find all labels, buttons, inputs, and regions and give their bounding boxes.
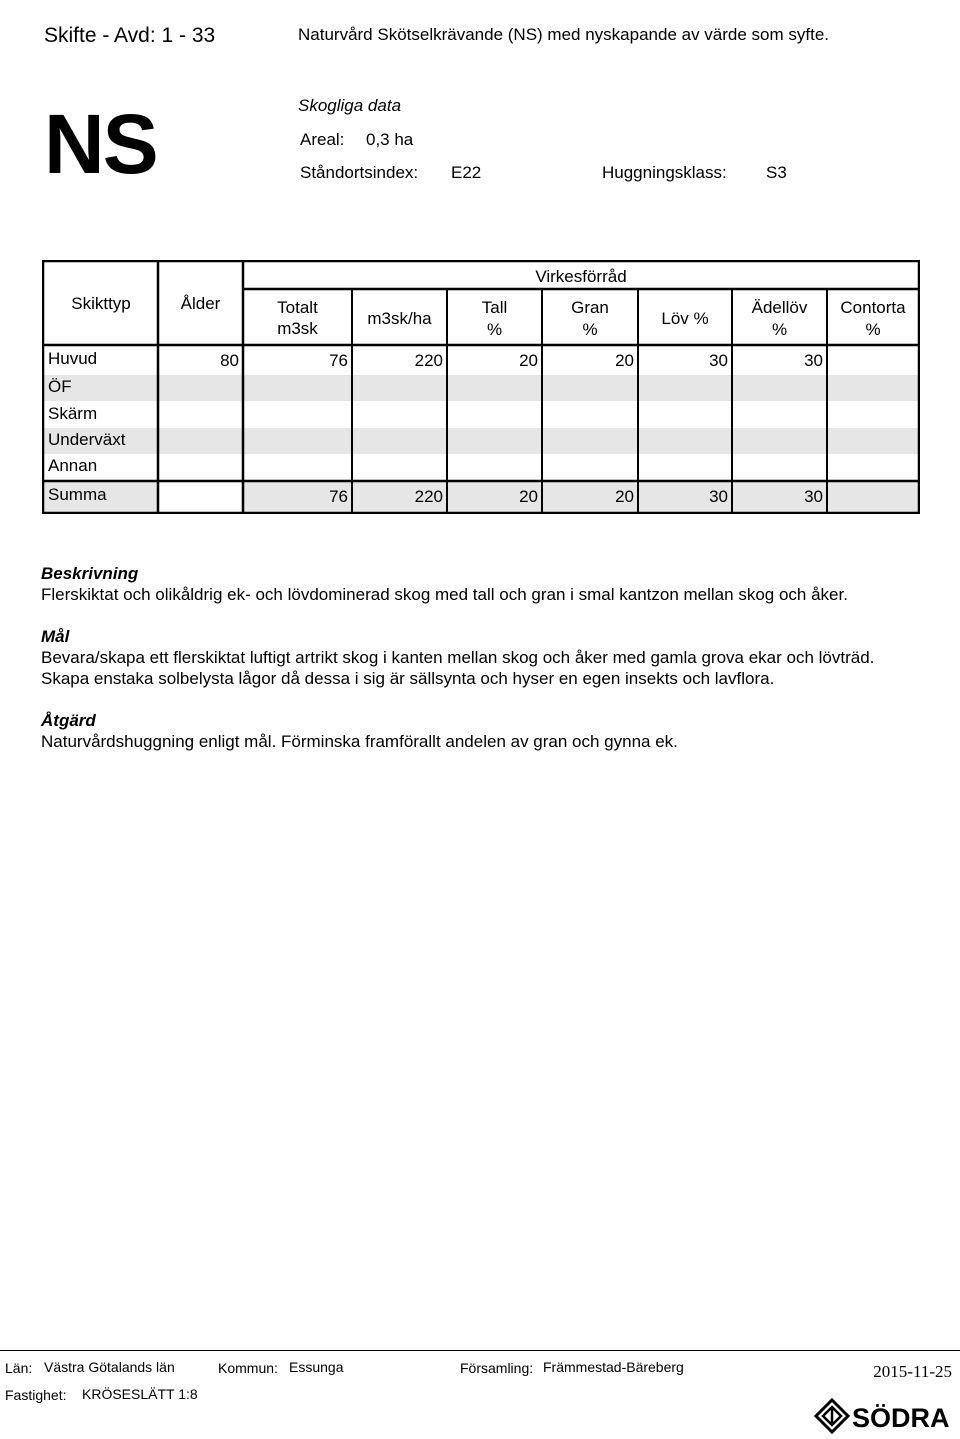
header-contorta-unit: % — [865, 320, 881, 339]
cell-huvud-gran: 20 — [615, 351, 634, 370]
stand-table — [42, 260, 920, 514]
header-gran: Gran — [571, 298, 609, 317]
mal-text-line-1: Bevara/skapa ett flerskiktat luftigt artrikt skog i kanten mellan skog och åker med gamla grova ekar och lövträd. — [41, 648, 875, 667]
kommun-label: Kommun: — [218, 1360, 278, 1376]
row-label-skarm: Skärm — [48, 404, 98, 423]
forsamling-value: Främmestad-Bäreberg — [543, 1359, 684, 1375]
header-alder: Ålder — [180, 294, 221, 313]
cell-summa-m3skha: 220 — [414, 487, 443, 506]
header-contorta: Contorta — [840, 298, 906, 317]
mal-heading: Mål — [41, 627, 70, 646]
fastighet-value: KRÖSESLÄTT 1:8 — [82, 1386, 198, 1402]
header-totalt: Totalt — [277, 298, 318, 317]
cell-huvud-lov: 30 — [709, 351, 728, 370]
page-title: Skifte - Avd: 1 - 33 — [44, 24, 216, 47]
beskrivning-heading: Beskrivning — [41, 564, 139, 583]
document-date: 2015-11-25 — [873, 1362, 952, 1381]
logo-text: SÖDRA — [852, 1403, 950, 1433]
forsamling-label: Församling: — [460, 1360, 534, 1376]
lan-value: Västra Götalands län — [44, 1359, 175, 1375]
row-label-annan: Annan — [48, 456, 98, 475]
standortsindex-value: E22 — [451, 163, 482, 182]
header-virkesforrad: Virkesförråd — [535, 267, 627, 286]
header-tall: Tall — [481, 298, 508, 317]
huggningsklass-value: S3 — [766, 163, 787, 182]
cell-huvud-m3skha: 220 — [414, 351, 443, 370]
atgard-text: Naturvårdshuggning enligt mål. Förminska framförallt andelen av gran och gynna ek. — [41, 732, 678, 751]
huggningsklass-label: Huggningsklass: — [602, 163, 727, 182]
sodra-logo-icon — [814, 1398, 960, 1434]
cell-summa-gran: 20 — [615, 487, 634, 506]
cell-huvud-totalt: 76 — [329, 351, 348, 370]
beskrivning-text: Flerskiktat och olikåldrig ek- och lövdominerad skog med tall och gran i smal kantzon mellan skog och åker. — [41, 585, 848, 604]
areal-value: 0,3 ha — [366, 130, 414, 149]
areal-label: Areal: — [300, 130, 345, 149]
header-totalt-unit: m3sk — [277, 319, 318, 338]
header-gran-unit: % — [582, 320, 598, 339]
header-lov: Löv % — [661, 309, 709, 328]
row-label-undervaxt: Underväxt — [48, 430, 126, 449]
category-code: NS — [44, 97, 157, 191]
header-adellov-unit: % — [771, 320, 788, 339]
atgard-heading: Åtgärd — [41, 711, 96, 730]
mal-text-line-2: Skapa enstaka solbelysta lågor då dessa i sig är sällsynta och hyser en egen insekts och lavflora. — [41, 669, 775, 688]
header-skikttyp: Skikttyp — [71, 294, 131, 313]
cell-summa-lov: 30 — [709, 487, 728, 506]
summa-gap — [158, 481, 242, 512]
page-subtitle: Naturvård Skötselkrävande (NS) med nyskapande av värde som syfte. — [298, 25, 830, 44]
sodra-logo — [814, 1398, 960, 1434]
kommun-value: Essunga — [289, 1359, 344, 1375]
footer-divider — [0, 1350, 960, 1351]
cell-huvud-tall: 20 — [519, 351, 538, 370]
lan-label: Län: — [5, 1360, 33, 1376]
row-stripe — [44, 375, 918, 401]
cell-summa-tall: 20 — [519, 487, 538, 506]
cell-summa-totalt: 76 — [329, 487, 348, 506]
cell-huvud-alder: 80 — [220, 351, 239, 370]
cell-huvud-adellov: 30 — [804, 351, 823, 370]
row-label-of: ÖF — [48, 377, 72, 396]
row-label-summa: Summa — [48, 485, 107, 504]
row-stripe — [44, 428, 918, 454]
forest-data-heading: Skogliga data — [298, 96, 402, 115]
header-adellov: Ädellöv — [751, 298, 808, 317]
fastighet-label: Fastighet: — [5, 1387, 67, 1403]
row-label-huvud: Huvud — [48, 349, 98, 368]
cell-summa-adellov: 30 — [804, 487, 823, 506]
header-m3skha: m3sk/ha — [367, 309, 432, 328]
header-tall-unit: % — [486, 320, 503, 339]
standortsindex-label: Ståndortsindex: — [300, 163, 419, 182]
